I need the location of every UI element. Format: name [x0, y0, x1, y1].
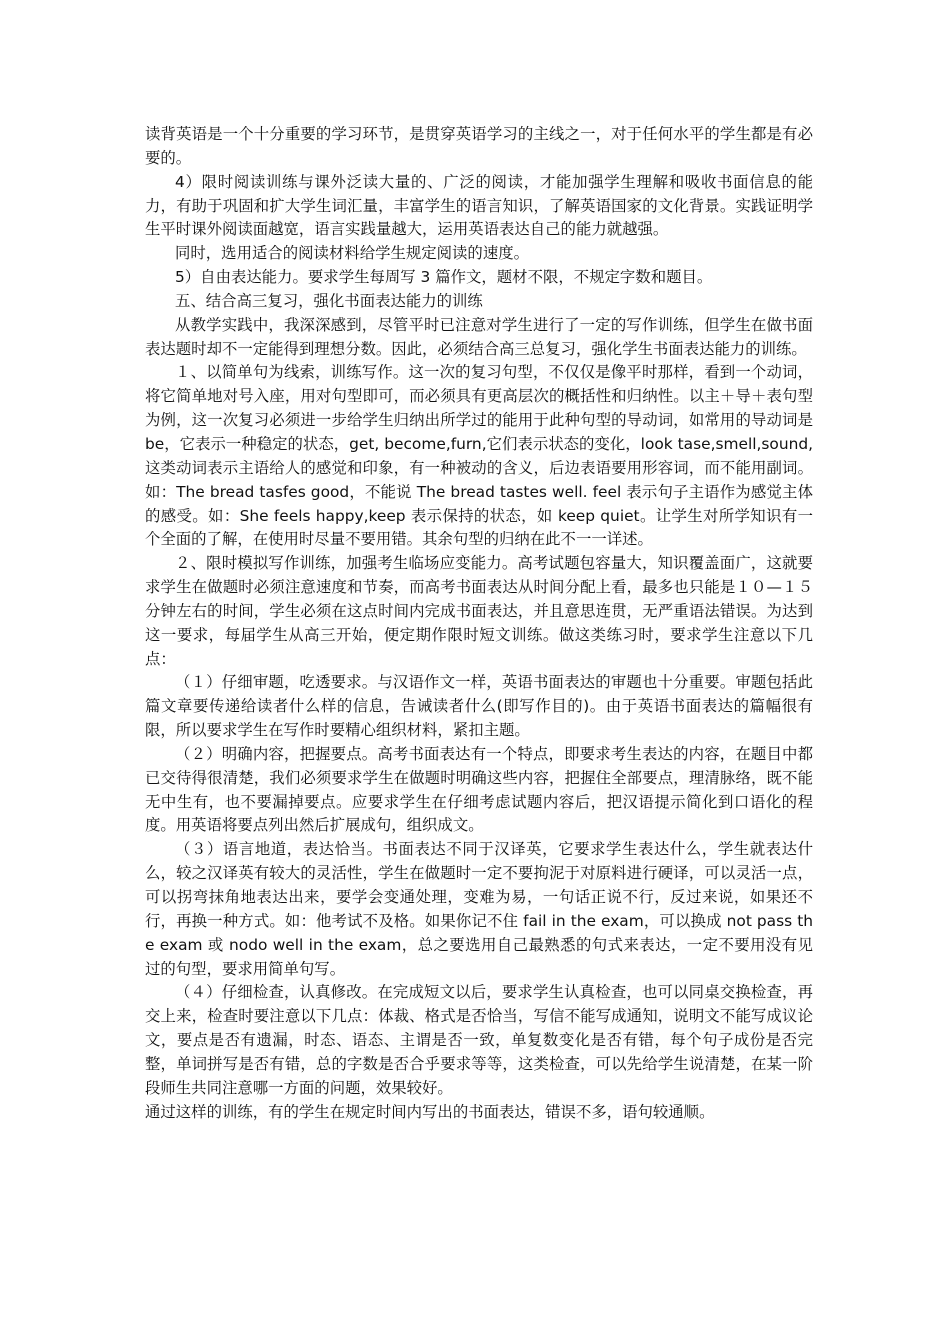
paragraph-timed-writing: ２、限时模拟写作训练，加强考生临场应变能力。高考试题包容量大，知识覆盖面广，这就要求学生在做题时必须注意速度和节奏，而高考书面表达从时间分配上看，最多也只能是１０—１５分钟左右的时间，学生必须在这点时间内完成书面表达，并且意思连贯，无严重语法错误。为达到这一要求，每届学生从高三开始，便定期作限时短文训练。做这类练习时，要求学生注意以下几点：: [145, 554, 813, 668]
paragraph-point-1: （１）仔细审题，吃透要求。与汉语作文一样，英语书面表达的审题也十分重要。审题包括此篇文章要传递给读者什么样的信息，告诫读者什么(即写作目的)。由于英语书面表达的篇幅很有限，所以要求学生在写作时要精心组织材料，紧扣主题。: [145, 673, 813, 740]
section-heading-five: 五、结合高三复习，强化书面表达能力的训练: [175, 291, 483, 310]
document-page: [145, 123, 813, 1124]
paragraph-point-3: （３）语言地道，表达恰当。书面表达不同于汉译英，它要求学生表达什么，学生就表达什么，较之汉译英有较大的灵活性，学生在做题时一定不要拘泥于对原料进行硬译，可以灵活一点，可以拐弯抹角地表达出来，要学会变通处理，变难为易，一句话正说不行，反过来说，如果还不行，再换一种方式。如：他考试不及格。如果你记不住 fail in the exam，可以换成 not pass the exam 或 nodo well in the exam，总之要选用自己最熟悉的句式来表达，一定不要用没有见过的句型，要求用简单句写。: [145, 840, 813, 978]
paragraph-reading-speed: 同时，选用适合的阅读材料给学生规定阅读的速度。: [175, 244, 529, 263]
paragraph-point-4: （４）仔细检查，认真修改。在完成短文以后，要求学生认真检查，也可以同桌交换检查，再交上来，检查时要注意以下几点：体裁、格式是否恰当，写信不能写成通知，说明文不能写成议论文，要点是否有遗漏，时态、语态、主谓是否一致，单复数变化是否有错，每个句子成份是否完整，单词拼写是否有错，总的字数是否合乎要求等等，这类检查，可以先给学生说清楚，在某一阶段师生共同注意哪一方面的问题，效果较好。: [145, 983, 813, 1097]
paragraph-teaching-practice: 从教学实践中，我深深感到，尽管平时已注意对学生进行了一定的写作训练，但学生在做书面表达题时却不一定能得到理想分数。因此，必须结合高三总复习，强化学生书面表达能力的训练。: [145, 315, 813, 358]
paragraph-conclusion: 通过这样的训练，有的学生在规定时间内写出的书面表达，错误不多，语句较通顺。: [145, 1102, 715, 1121]
paragraph-timed-reading: 4）限时阅读训练与课外泛读大量的、广泛的阅读，才能加强学生理解和吸收书面信息的能力，有助于巩固和扩大学生词汇量，丰富学生的语言知识，了解英语国家的文化背景。实践证明学生平时课外阅读面越宽，语言实践量越大，运用英语表达自己的能力就越强。: [145, 172, 813, 239]
paragraph-simple-sentences: １、以简单句为线索，训练写作。这一次的复习句型，不仅仅是像平时那样，看到一个动词，将它简单地对号入座，用对句型即可，而必须具有更高层次的概括性和归纳性。以主＋导＋表句型为例，这一次复习必须进一步给学生归纳出所学过的能用于此种句型的导动词，如常用的导动词是 be，它表示一种稳定的状态，get, become,furn,它们表示状态的变化，look tase,smell,sound,这类动词表示主语给人的感觉和印象，有一种被动的含义，后边表语要用形容词，而不能用副词。如：The bread tasfes good，不能说 The bread tastes well. feel 表示句子主语作为感觉主体的感受。如：She feels happy,keep 表示保持的状态，如 keep quiet。让学生对所学知识有一个全面的了解，在使用时尽量不要用错。其余句型的归纳在此不一一详述。: [145, 363, 813, 549]
paragraph-free-expression: 5）自由表达能力。要求学生每周写 3 篇作文，题材不限，不规定字数和题目。: [175, 268, 713, 287]
paragraph-reading-aloud: 读背英语是一个十分重要的学习环节，是贯穿英语学习的主线之一，对于任何水平的学生都是有必要的。: [145, 125, 813, 167]
paragraph-point-2: （２）明确内容，把握要点。高考书面表达有一个特点，即要求考生表达的内容，在题目中都已交待得很清楚，我们必须要求学生在做题时明确这些内容，把握住全部要点，理清脉络，既不能无中生有，也不要漏掉要点。应要求学生在仔细考虑试题内容后，把汉语提示简化到口语化的程度。用英语将要点列出然后扩展成句，组织成文。: [145, 744, 813, 835]
